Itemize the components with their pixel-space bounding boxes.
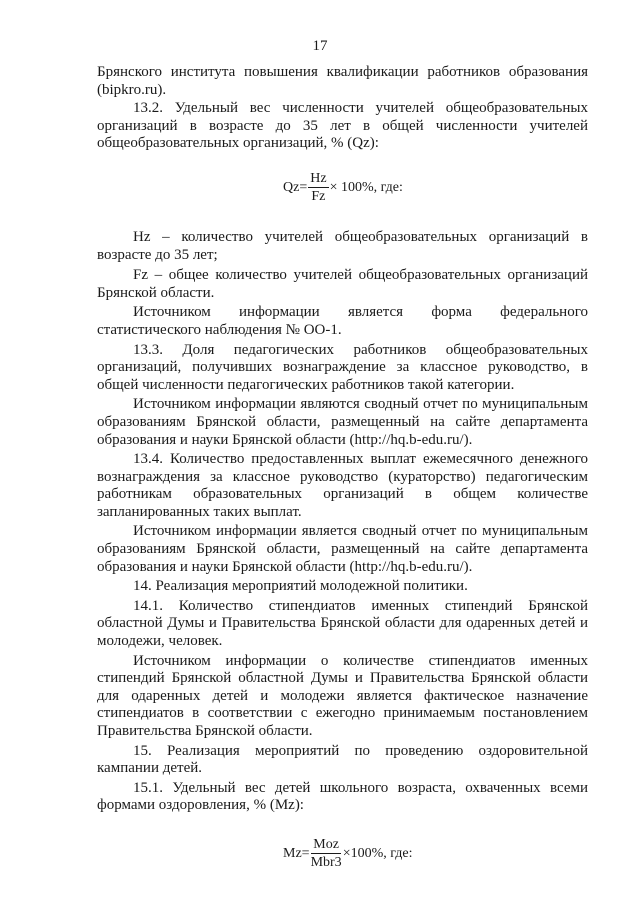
- formula-lhs: Mz=: [283, 845, 310, 861]
- paragraph: Брянского института повышения квалификации работников образования (bipkro.ru).: [97, 64, 588, 98]
- definition-fz: Fz – общее количество учителей общеобразовательных организаций Брянской области.: [97, 267, 588, 301]
- page-number: 17: [312, 38, 328, 54]
- formula-mz: [97, 837, 588, 870]
- paragraph-15: 15. Реализация мероприятий по проведению оздоровительной кампании детей.: [97, 742, 588, 777]
- formula-fraction: [308, 171, 328, 204]
- formula-numerator: Moz: [313, 836, 339, 852]
- formula-denominator: Fz: [311, 188, 326, 204]
- paragraph-13-4: 13.4. Количество предоставленных выплат ежемесячного денежного вознаграждения за классное руководство (кураторство) педагогическим работникам образовательных организаций в общем количестве запланированных таких выплат.: [97, 451, 588, 520]
- formula-numerator: Hz: [310, 170, 327, 186]
- definition-hz: Hz – количество учителей общеобразовательных организаций в возрасте до 35 лет;: [97, 228, 588, 263]
- paragraph-source: Источником информации является форма федерального статистического наблюдения № ОО-1.: [97, 304, 588, 338]
- formula-rhs: ×100%, где:: [342, 845, 413, 861]
- paragraph-13-2: 13.2. Удельный вес численности учителей общеобразовательных организаций в возрасте до 35 лет в общей численности учителей общеобразовательных организаций, % (Qz):: [97, 100, 588, 152]
- formula-denominator: Mbr3: [310, 854, 342, 870]
- formula-qz: [97, 171, 588, 204]
- paragraph-source: Источником информации является сводный отчет по муниципальным образованиям Брянской области, размещенный на сайте департамента образования и науки Брянской области (http://hq.b-edu.ru/).: [97, 523, 588, 575]
- formula-fraction: [311, 837, 342, 870]
- paragraph-source: Источником информации о количестве стипендиатов именных стипендий Брянской областной Думы и Правительства Брянской области для одаренных детей и молодежи является фактическое назначение стипендиатов в соответствии с ежегодно принимаемым постановлением Правительства Брянской области.: [97, 652, 588, 739]
- formula-rhs: × 100%, где:: [329, 179, 403, 195]
- paragraph-13-3: 13.3. Доля педагогических работников общеобразовательных организаций, получивших вознаграждение за классное руководство, в общей численности педагогических работников такой категории.: [97, 341, 588, 393]
- paragraph-source: Источником информации являются сводный отчет по муниципальным образованиям Брянской области, размещенный на сайте департамента образования и науки Брянской области (http://hq.b-edu.ru/).: [97, 396, 588, 448]
- paragraph-14-1: 14.1. Количество стипендиатов именных стипендий Брянской областной Думы и Правительства Брянской области для одаренных детей и молодежи, человек.: [97, 597, 588, 650]
- paragraph-14: 14. Реализация мероприятий молодежной политики.: [133, 578, 468, 595]
- paragraph-15-1: 15.1. Удельный вес детей школьного возраста, охваченных всеми формами оздоровления, % (Mz):: [97, 779, 588, 814]
- formula-lhs: Qz=: [283, 179, 308, 195]
- document-body: [97, 64, 588, 870]
